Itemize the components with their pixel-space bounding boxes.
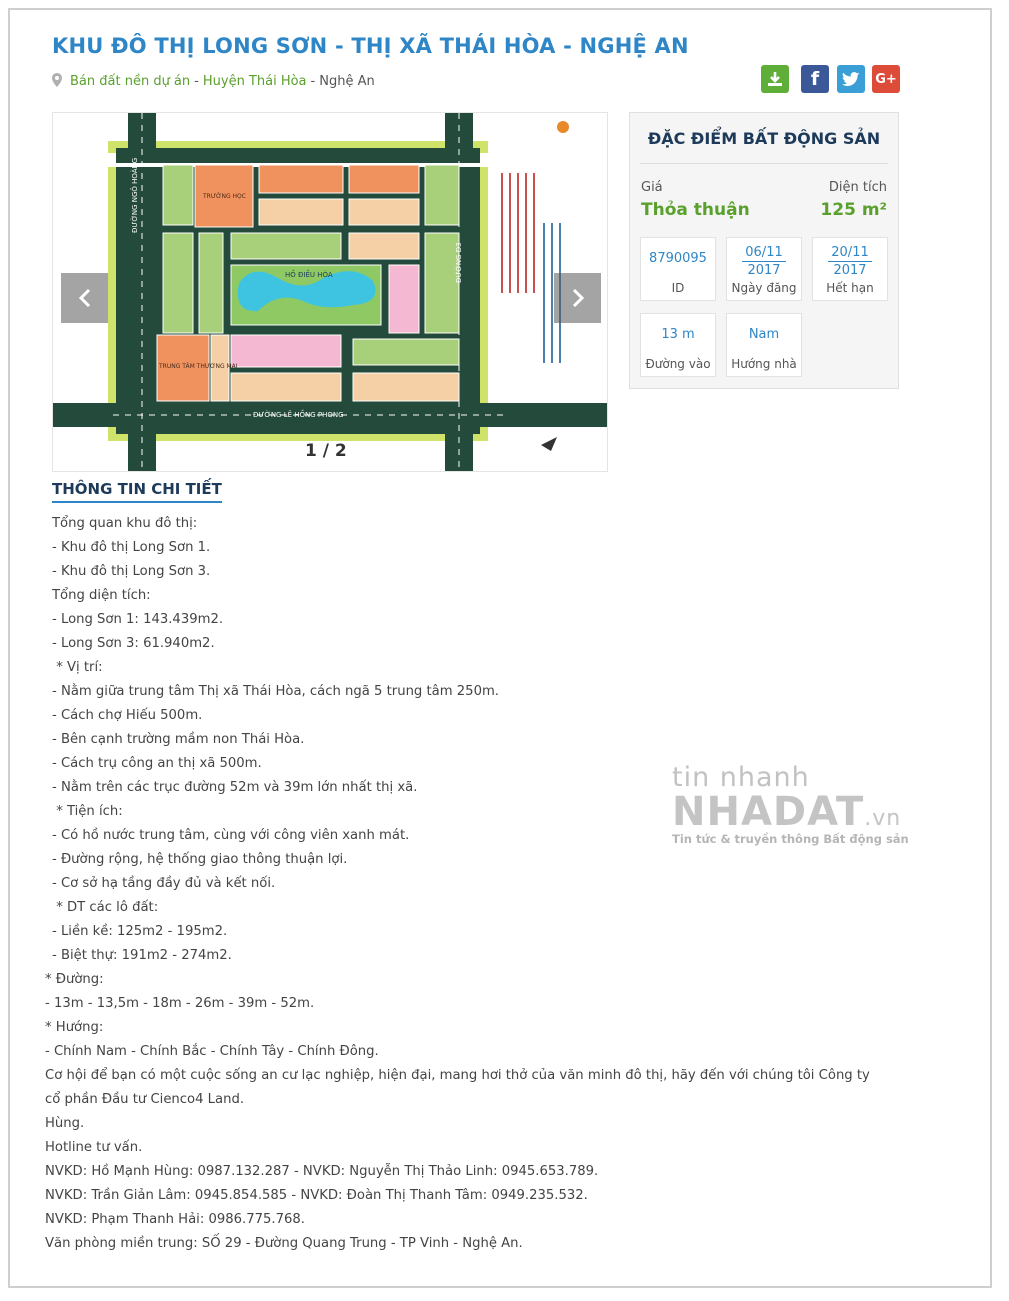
breadcrumb-separator: - — [310, 74, 316, 89]
detail-line: NVKD: Trần Giản Lâm: 0945.854.585 - NVKD: Đoàn Thị Thanh Tâm: 0949.235.532. — [45, 1188, 588, 1203]
detail-line: - Cách trụ công an thị xã 500m. — [52, 756, 262, 771]
detail-line: Tổng diện tích: — [52, 588, 151, 603]
posted-year: 2017 — [747, 263, 781, 278]
breadcrumb — [52, 73, 375, 90]
road-width-value: 13 m — [661, 327, 695, 342]
chevron-left-icon — [78, 288, 92, 308]
map-road-label-east: ĐƯỜNG D3 — [455, 242, 463, 283]
detail-line: - Cơ sở hạ tầng đầy đủ và kết nối. — [52, 876, 276, 891]
area-value: 125 m² — [820, 200, 887, 220]
breadcrumb-province: Nghệ An — [319, 74, 375, 89]
detail-line: - Có hồ nước trung tâm, cùng với công viên xanh mát. — [52, 828, 410, 843]
property-panel-heading: ĐẶC ĐIỂM BẤT ĐỘNG SẢN — [647, 129, 881, 148]
detail-line: - Cách chợ Hiếu 500m. — [52, 708, 203, 723]
breadcrumb-district-link[interactable]: Huyện Thái Hòa — [202, 74, 307, 89]
detail-line: Văn phòng miền trung: SỐ 29 - Đường Quang Trung - TP Vinh - Nghệ An. — [45, 1236, 523, 1251]
twitter-icon — [842, 72, 860, 87]
property-panel — [629, 112, 899, 389]
detail-line: - Nằm giữa trung tâm Thị xã Thái Hòa, cách ngã 5 trung tâm 250m. — [52, 684, 499, 699]
direction-label: Hướng nhà — [731, 357, 797, 371]
detail-line: - Bên cạnh trường mầm non Thái Hòa. — [52, 732, 305, 747]
detail-line: NVKD: Phạm Thanh Hải: 0986.775.768. — [45, 1212, 305, 1227]
detail-line: * Hướng: — [45, 1020, 104, 1035]
detail-line: - Liền kề: 125m2 - 195m2. — [52, 924, 228, 939]
detail-line: Cơ hội để bạn có một cuộc sống an cư lạc nghiệp, hiện đại, mang hơi thở của văn minh đô thị, hãy đến với chúng tôi Công ty cổ phần Đầu tư Cienco4 Land. — [45, 1068, 870, 1107]
watermark-logo — [672, 762, 909, 846]
image-gallery — [52, 112, 608, 472]
gallery-counter: 1 / 2 — [305, 441, 347, 461]
map-school-label: TRƯỜNG HỌC — [203, 193, 246, 200]
details-body — [45, 512, 885, 1256]
road-width-tile — [640, 313, 716, 377]
google-plus-share-button[interactable] — [872, 65, 900, 93]
detail-line: - 13m - 13,5m - 18m - 26m - 39m - 52m. — [45, 996, 315, 1011]
detail-line: * Đường: — [45, 972, 104, 987]
posted-label: Ngày đăng — [731, 281, 797, 295]
price-label: Giá — [641, 180, 663, 195]
detail-line: * Vị trí: — [52, 660, 103, 675]
facebook-share-button[interactable] — [801, 65, 829, 93]
id-value: 8790095 — [649, 251, 707, 266]
expiry-date-tile — [812, 237, 888, 301]
watermark-top: tin nhanh — [672, 762, 810, 793]
detail-line: - Biệt thự: 191m2 - 274m2. — [52, 948, 232, 963]
map-pin-icon — [52, 73, 66, 90]
facebook-icon: f — [810, 68, 820, 90]
area-label: Diện tích — [828, 180, 887, 195]
detail-line: - Khu đô thị Long Sơn 3. — [52, 564, 211, 579]
detail-line: Hotline tư vấn. — [45, 1140, 143, 1155]
direction-tile — [726, 313, 802, 377]
price-value: Thỏa thuận — [641, 200, 750, 220]
detail-line: * DT các lô đất: — [52, 900, 159, 915]
expiry-year: 2017 — [833, 263, 867, 278]
expiry-date — [813, 244, 887, 279]
detail-line: - Nằm trên các trục đường 52m và 39m lớn nhất thị xã. — [52, 780, 418, 795]
detail-line: - Chính Nam - Chính Bắc - Chính Tây - Chính Đông. — [45, 1044, 379, 1059]
map-lake-label: HỒ ĐIỀU HÒA — [285, 271, 333, 279]
posted-date — [727, 244, 801, 279]
detail-line: - Long Sơn 1: 143.439m2. — [52, 612, 224, 627]
details-heading: THÔNG TIN CHI TIẾT — [52, 480, 222, 503]
gallery-next-button[interactable] — [554, 273, 601, 323]
download-icon — [766, 70, 784, 88]
detail-line: NVKD: Hồ Mạnh Hùng: 0987.132.287 - NVKD: Nguyễn Thị Thảo Linh: 0945.653.789. — [45, 1164, 599, 1179]
detail-line: - Long Sơn 3: 61.940m2. — [52, 636, 215, 651]
watermark-brand-name: NHADAT — [672, 789, 865, 835]
breadcrumb-separator: - — [194, 74, 199, 89]
watermark-tagline: Tin tức & truyền thông Bất động sản — [672, 832, 909, 846]
detail-line: Hùng. — [45, 1116, 85, 1131]
google-plus-icon: G+ — [875, 71, 897, 87]
road-width-label: Đường vào — [645, 357, 711, 371]
chevron-right-icon — [571, 288, 585, 308]
map-road-label-south: ĐƯỜNG LÊ HỒNG PHONG — [253, 411, 344, 419]
posted-day: 06/11 — [745, 245, 783, 260]
download-button[interactable] — [761, 65, 789, 93]
detail-line: - Khu đô thị Long Sơn 1. — [52, 540, 211, 555]
twitter-share-button[interactable] — [837, 65, 865, 93]
id-label: ID — [671, 281, 685, 295]
page-title: KHU ĐÔ THỊ LONG SƠN - THỊ XÃ THÁI HÒA - NGHỆ AN — [52, 34, 689, 58]
divider — [640, 163, 888, 164]
posted-date-tile — [726, 237, 802, 301]
breadcrumb-category-link[interactable]: Bán đất nền dự án — [70, 74, 191, 89]
watermark-brand — [672, 789, 909, 835]
direction-value: Nam — [748, 327, 780, 342]
detail-line: Tổng quan khu đô thị: — [52, 516, 198, 531]
watermark-tld: .vn — [864, 806, 902, 831]
detail-line: * Tiện ích: — [52, 804, 123, 819]
id-tile — [640, 237, 716, 301]
map-road-label-west: ĐƯỜNG NGÔ HOÀNG — [131, 157, 139, 233]
expiry-day: 20/11 — [831, 245, 869, 260]
gallery-prev-button[interactable] — [61, 273, 108, 323]
expiry-label: Hết hạn — [826, 281, 874, 295]
detail-line: - Đường rộng, hệ thống giao thông thuận lợi. — [52, 852, 348, 867]
map-market-label: TRUNG TÂM THƯƠNG MẠI — [159, 363, 238, 370]
